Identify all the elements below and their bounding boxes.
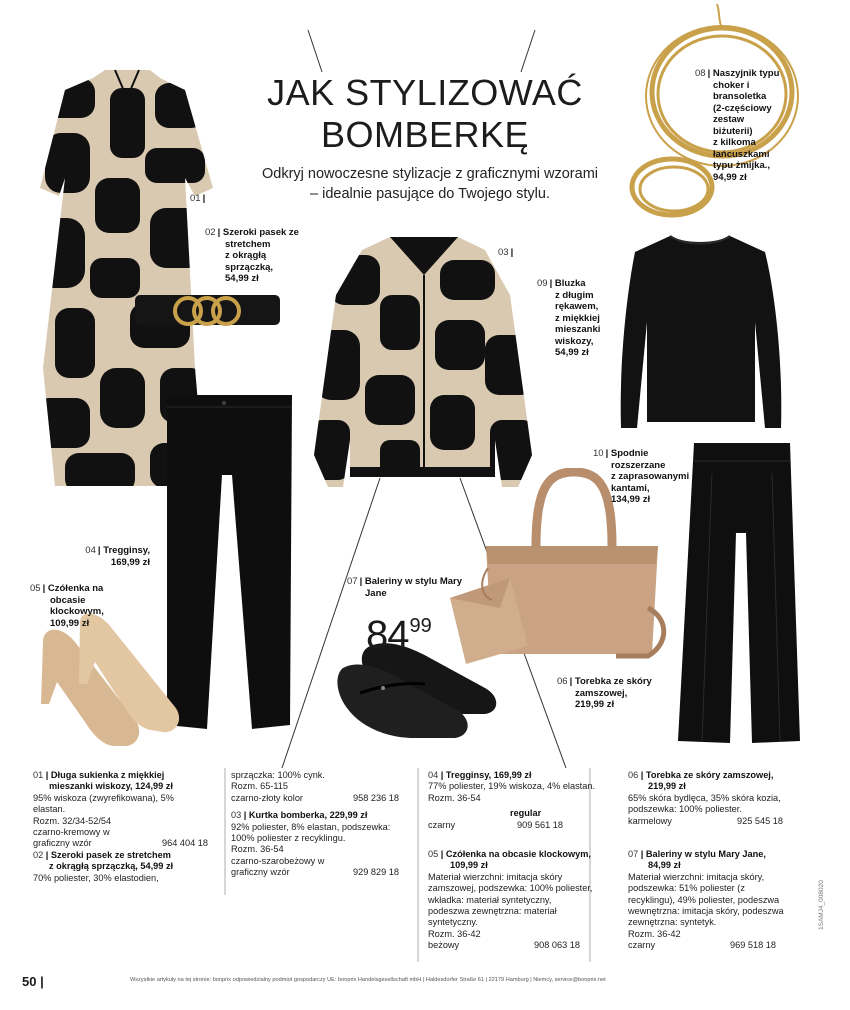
bomber-jacket-image[interactable]: [310, 235, 538, 493]
desc-03-code: 929 829 18: [353, 867, 399, 878]
desc-04-number: 04: [428, 770, 439, 780]
desc-column-4: 06 | Torebka ze skóry zamszowej, 219,99 zł 65% skóra bydlęca, 35% skóra kozia, podszewka: 100% poliester. karmelowy 925 545 18 07 | Baleriny w stylu Mary Jane, 84,99 zł Materiał wierzchni: imitacja skóry, podszewka: 51% poliester (z recyklingu), 49% poliester, podeszwa wewnętrzna: imitacja skóry, podeszwa zewnętrzna: syntetyk. Rozm. 36-42 czarny 969 518 18: [628, 770, 806, 952]
desc-03-body: Rozm. 36-54: [231, 844, 284, 855]
desc-05-head: Czółenka na obcasie klockowym,: [445, 849, 591, 860]
desc-01-number: 01: [33, 770, 44, 780]
label-10-line: rozszerzane: [611, 459, 666, 471]
label-06-line: Torebka ze skóry: [574, 676, 652, 687]
price-07-int: 84: [366, 613, 409, 657]
desc-07-color: czarny: [628, 940, 656, 951]
page-subtitle: [240, 164, 620, 204]
desc-01-head: mieszanki wiskozy, 124,99 zł: [49, 781, 173, 792]
label-09-line: wiskozy,: [555, 335, 594, 347]
desc-column-3: 04 | Tregginsy, 169,99 zł 77% poliester, 19% wiskoza, 4% elastan. Rozm. 36-54 regular czarny 909 561 18 05 | Czółenka na obcasie klockowym, 109,99 zł Materiał wierzchni: imitacja skóry zamszowej, podszewka: 100% poliester, wkładka: materiał syntetyczny, podeszwa zewnętrzna: materiał syntetyczny. Rozm. 36-42 beżowy 908 063 18: [428, 770, 608, 952]
desc-column-1: 01 | Długa sukienka z miękkiej mieszanki wiskozy, 124,99 zł 95% wiskoza (zwyrefikowana), 5% elastan. Rozm. 32/34-52/54 czarno-kremowy w graficzny wzór 964 404 18 02 | Szeroki pasek ze stretchem z okrągłą sprzączką, 54,99 zł 70% poliester, 30% elastodien,: [33, 770, 208, 883]
desc-01-body: czarno-kremowy w: [33, 827, 110, 838]
label-02-number: 02: [205, 227, 216, 238]
label-08-line: typu żmijka.,: [713, 160, 771, 171]
label-02-line: stretchem: [225, 238, 271, 250]
label-10-line: 134,99 zł: [611, 494, 651, 505]
desc-06-number: 06: [628, 770, 639, 780]
desc-02-color: czarno-złoty kolor: [231, 792, 303, 803]
label-10-line: kantami,: [611, 482, 650, 494]
label-09-line: z długim: [555, 289, 594, 301]
label-05: 05 | Czółenka na obcasie klockowym, 109,99 zł: [30, 583, 140, 629]
desc-04-fit: regular: [510, 808, 542, 819]
label-04-line: 169,99 zł: [110, 556, 150, 568]
label-10-line: Spodnie: [610, 448, 649, 459]
label-08-line: bransoletka: [713, 91, 767, 102]
desc-01-head: Długa sukienka z miękkiej: [50, 770, 165, 780]
label-09-line: mieszanki: [555, 324, 601, 335]
price-07-dec: 99: [409, 615, 432, 637]
title-line-2: BOMBERKĘ: [320, 114, 530, 155]
label-08: 08 | Naszyjnik typu choker i bransoletka (2-częściowy zestaw biżuterii) z kilkoma łańcuszkami typu żmijka., 94,99 zł: [695, 68, 795, 183]
desc-03-body: 100% poliester z recyklingu.: [231, 833, 346, 844]
desc-02-number: 02: [33, 849, 44, 860]
label-09-number: 09: [537, 278, 548, 289]
desc-06-head: Torebka ze skóry zamszowej,: [645, 770, 774, 780]
label-06: 06 | Torebka ze skóry zamszowej, 219,99 zł: [557, 676, 667, 711]
desc-06-body: 65% skóra bydlęca, 35% skóra kozia,: [628, 792, 781, 803]
belt-image[interactable]: [135, 290, 280, 332]
subtitle-line-1: Odkryj nowoczesne stylizacje z graficznymi wzorami: [261, 166, 598, 182]
desc-03-number: 03: [231, 810, 242, 821]
desc-04-head: Tregginsy, 169,99 zł: [445, 770, 532, 780]
desc-07-head: 84,99 zł: [648, 860, 681, 871]
label-09-line: rękawem,: [555, 301, 599, 312]
desc-02-code: 958 236 18: [353, 792, 399, 803]
label-05-line: obcasie: [50, 594, 86, 606]
desc-07-head: Baleriny w stylu Mary Jane,: [645, 849, 766, 860]
desc-06-body: podszewka: 100% poliester.: [628, 804, 742, 815]
desc-02-head: z okrągłą sprzączką, 54,99 zł: [49, 861, 174, 872]
label-07-line: Baleriny w stylu Mary: [364, 576, 463, 587]
label-06-line: zamszowej,: [575, 687, 628, 699]
desc-04-color: czarny: [428, 819, 456, 830]
desc-06-code: 925 545 18: [737, 815, 783, 826]
pumps-image[interactable]: [35, 612, 185, 757]
desc-02-head: Szeroki pasek ze stretchem: [50, 849, 171, 860]
desc-01-code: 964 404 18: [162, 838, 208, 849]
desc-07-body: zewnętrzna: syntetyk.: [628, 917, 717, 928]
label-09-line: z miękkiej: [555, 312, 600, 324]
label-05-line: klockowym,: [50, 606, 104, 617]
label-02-line: 54,99 zł: [225, 273, 259, 284]
desc-05-body: wkładka: materiał syntetyczny,: [428, 894, 552, 905]
desc-05-body: podeszwa zewnętrzna: materiał: [428, 906, 557, 917]
price-07: [366, 606, 432, 655]
desc-05-body: Rozm. 36-42: [428, 928, 481, 939]
label-08-number: 08: [695, 68, 706, 79]
label-08-line: Naszyjnik typu: [712, 68, 780, 79]
desc-07-body: podszewka: 51% poliester (z: [628, 883, 745, 894]
page-title: [250, 72, 600, 156]
label-02: 02 | Szeroki pasek ze stretchem z okrągłą sprzączką, 54,99 zł: [205, 227, 315, 285]
desc-01-body: Rozm. 32/34-52/54: [33, 815, 112, 826]
desc-04-body: 77% poliester, 19% wiskoza, 4% elastan.: [428, 781, 595, 792]
desc-05-body: syntetyczny.: [428, 917, 478, 928]
desc-07-body: wewnętrzna: imitacja skóry, podeszwa: [628, 906, 784, 917]
label-03-number: 03: [498, 247, 509, 258]
label-10-line: z zaprasowanymi: [611, 471, 690, 482]
desc-06-head: 219,99 zł: [648, 781, 686, 792]
desc-05-body: Materiał wierzchni: imitacja skóry: [428, 871, 563, 882]
desc-02-cont: Rozm. 65-115: [231, 781, 289, 792]
desc-05-head: 109,99 zł: [450, 860, 488, 871]
desc-04-body: Rozm. 36-54: [428, 792, 481, 803]
subtitle-line-2: – idealnie pasujące do Twojego stylu.: [310, 186, 550, 202]
black-top-image[interactable]: [615, 232, 785, 432]
label-02-line: Szeroki pasek ze: [222, 227, 299, 238]
desc-07-code: 969 518 18: [730, 940, 776, 951]
label-04-line: Tregginsy,: [103, 545, 150, 556]
label-08-line: 94,99 zł: [713, 171, 747, 183]
label-09-line: 54,99 zł: [555, 347, 589, 358]
label-04: 04 | Tregginsy, 169,99 zł: [60, 545, 150, 568]
desc-03-head: Kurtka bomberka, 229,99 zł: [248, 810, 368, 821]
desc-01-body: elastan.: [33, 804, 66, 815]
desc-07-body: Materiał wierzchni: imitacja skóry,: [628, 871, 765, 882]
label-08-line: choker i: [713, 79, 750, 91]
desc-01-body: 95% wiskoza (zwyrefikowana), 5%: [33, 792, 174, 803]
desc-03-body: 92% poliester, 8% elastan, podszewka:: [231, 821, 391, 832]
label-03: 03 |: [498, 247, 514, 258]
desc-03-body: czarno-szarobeżowy w: [231, 855, 325, 866]
desc-05-number: 05: [428, 849, 439, 860]
label-05-line: 109,99 zł: [50, 617, 90, 629]
label-07-line: Jane: [365, 587, 387, 599]
label-06-line: 219,99 zł: [575, 699, 615, 710]
desc-06-color: karmelowy: [628, 815, 672, 826]
title-line-1: JAK STYLIZOWAĆ: [267, 72, 583, 113]
label-02-line: sprzączką,: [225, 261, 274, 273]
desc-04-code: 909 561 18: [517, 819, 563, 830]
desc-07-body: Rozm. 36-42: [628, 928, 681, 939]
label-05-line: Czółenka na: [47, 583, 104, 594]
page-number: 50 |: [22, 974, 44, 989]
desc-02-cont: sprzączka: 100% cynk.: [231, 770, 325, 780]
label-09-line: Bluzka: [554, 278, 586, 289]
label-04-number: 04: [85, 545, 96, 556]
label-10-number: 10: [593, 448, 604, 459]
label-09: 09 | Bluzka z długim rękawem, z miękkiej mieszanki wiskozy, 54,99 zł: [537, 278, 617, 359]
label-01: 01 |: [190, 193, 206, 204]
label-10: 10 | Spodnie rozszerzane z zaprasowanymi kantami, 134,99 zł: [593, 448, 693, 506]
label-07-number: 07: [347, 576, 358, 587]
desc-01-color: graficzny wzór: [33, 838, 92, 849]
desc-07-number: 07: [628, 849, 639, 860]
desc-02-body: 70% poliester, 30% elastodien,: [33, 872, 159, 883]
label-07: 07 | Baleriny w stylu Mary Jane: [347, 576, 477, 599]
catalog-code: 1SAMJ4_008020: [818, 880, 825, 930]
footer-legal: Wszystkie artykuły na tej stronie: bonprix odpowiedzialny podmiot gospodarczy UE: bonprix Handelsgesellschaft mbH | Haldesdorfer Straße 61 | 22179 Hamburg | Niemcy, service@bonprix.net: [130, 977, 606, 983]
desc-05-code: 908 063 18: [534, 940, 580, 951]
desc-column-2: sprzączka: 100% cynk. Rozm. 65-115 czarno-złoty kolor 958 236 18 03 | Kurtka bomberka, 229,99 zł 92% poliester, 8% elastan, podszewka: 100% poliester z recyklingu. Rozm. 36-54 czarno-szarobeżowy w graficzny wzór 929 829 18: [231, 770, 399, 878]
label-02-line: z okrągłą: [225, 250, 267, 261]
desc-05-color: beżowy: [428, 940, 460, 951]
label-08-line: zestaw: [713, 114, 745, 125]
label-08-line: z kilkoma: [713, 137, 756, 148]
label-08-line: biżuterii): [713, 125, 753, 137]
label-01-number: 01: [190, 193, 201, 204]
desc-03-color: graficzny wzór: [231, 867, 290, 878]
label-06-number: 06: [557, 676, 568, 687]
label-08-line: (2-częściowy: [713, 102, 772, 114]
label-08-line: łańcuszkami: [713, 148, 770, 160]
label-05-number: 05: [30, 583, 41, 594]
desc-05-body: zamszowej, podszewka: 100% poliester,: [428, 883, 593, 894]
page-number-value: 50: [22, 974, 37, 989]
desc-07-body: recyklingu), 49% poliester, podeszwa: [628, 894, 780, 905]
